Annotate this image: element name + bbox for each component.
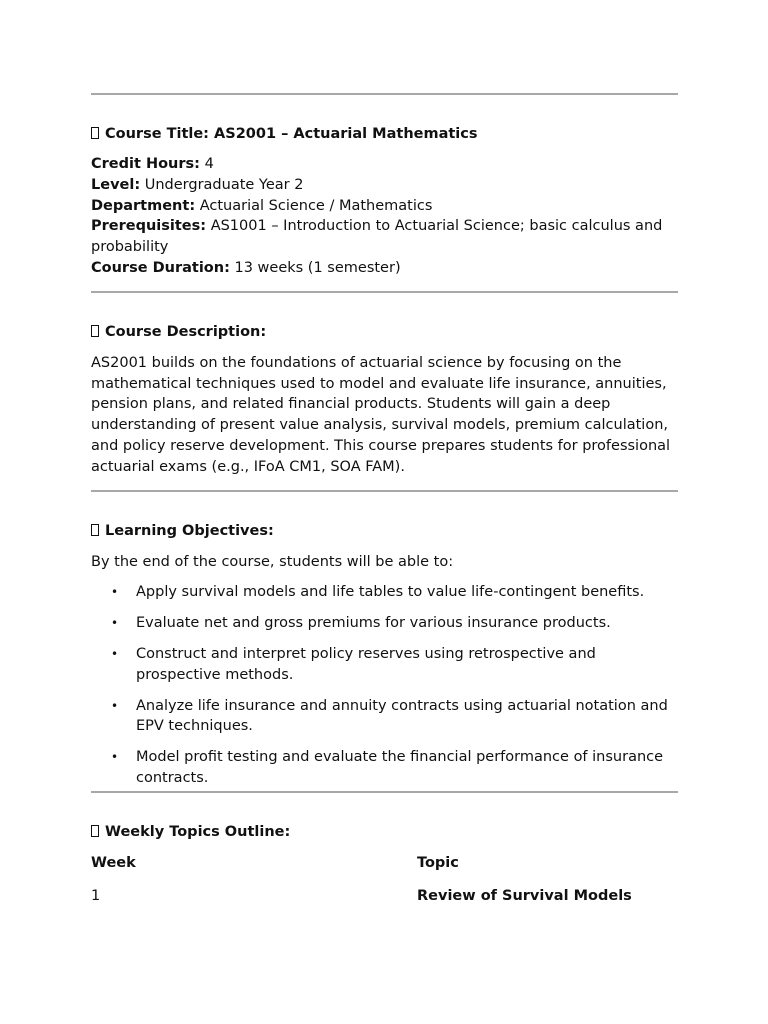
list-item <box>91 613 678 634</box>
list-item <box>91 582 678 603</box>
field-course-duration <box>91 258 678 279</box>
weekly-topics-heading-text: Weekly Topics Outline: <box>105 823 291 840</box>
weekly-topics-table <box>91 853 678 906</box>
field-value: AS1001 – Introduction to Actuarial Science; basic calculus and probability <box>91 218 663 256</box>
week-number: 1 <box>91 887 101 904</box>
field-value: 4 <box>204 156 214 172</box>
objective-text: Construct and interpret policy reserves using retrospective and prospective methods. <box>136 645 596 683</box>
objectives-heading <box>91 521 678 541</box>
field-label: Department: <box>91 197 196 214</box>
objectives-list <box>91 582 678 788</box>
objective-text: Evaluate net and gross premiums for various insurance products. <box>136 615 611 632</box>
description-heading <box>91 322 678 342</box>
bullet-icon: • <box>111 585 119 600</box>
divider <box>91 291 678 293</box>
field-department <box>91 196 678 217</box>
table-header-row <box>91 853 678 886</box>
column-header-topic: Topic <box>417 854 459 871</box>
missing-glyph-icon <box>91 127 99 139</box>
field-value: 13 weeks (1 semester) <box>234 259 401 276</box>
description-text: AS2001 builds on the foundations of actuarial science by focusing on the mathematical techniques used to model and evaluate life insurance, annuities, pension plans, and related financial products. Students will gain a deep understanding of present value analysis, survival models, premium calculation, and policy reserve development. This course prepares students for professional actuarial exams (e.g., IFoA CM1, SOA FAM). <box>91 354 671 475</box>
objectives-intro: By the end of the course, students will be able to: <box>91 553 454 570</box>
course-title-heading <box>91 124 678 144</box>
bullet-icon: • <box>111 698 119 713</box>
course-fields <box>91 154 678 279</box>
field-label: Course Duration: <box>91 259 230 276</box>
objectives-heading-text: Learning Objectives: <box>105 522 274 539</box>
field-value: Undergraduate Year 2 <box>144 176 304 193</box>
bullet-icon: • <box>111 616 119 631</box>
syllabus-page <box>91 93 678 906</box>
objective-text: Analyze life insurance and annuity contracts using actuarial notation and EPV techniques. <box>136 697 668 735</box>
bullet-icon: • <box>111 646 119 661</box>
week-topic: Review of Survival Models <box>417 887 632 904</box>
weekly-topics-section <box>91 822 678 906</box>
field-level <box>91 175 678 196</box>
description-section <box>91 322 678 478</box>
column-header-week: Week <box>91 854 136 871</box>
weekly-topics-heading <box>91 822 678 842</box>
field-label: Prerequisites: <box>91 218 207 235</box>
description-heading-text: Course Description: <box>105 323 267 340</box>
field-value: Actuarial Science / Mathematics <box>199 197 433 214</box>
bullet-icon: • <box>111 750 119 765</box>
course-info-section <box>91 124 678 279</box>
divider <box>91 490 678 492</box>
course-title-text: Course Title: AS2001 – Actuarial Mathematics <box>105 126 478 142</box>
list-item <box>91 644 678 686</box>
list-item <box>91 696 678 738</box>
field-credit-hours <box>91 154 678 175</box>
missing-glyph-icon <box>91 825 99 837</box>
divider <box>91 93 678 95</box>
objective-text: Apply survival models and life tables to value life-contingent benefits. <box>136 584 645 601</box>
field-label: Credit Hours: <box>91 156 200 172</box>
missing-glyph-icon <box>91 325 99 337</box>
list-item <box>91 747 678 789</box>
table-row <box>91 886 678 906</box>
field-label: Level: <box>91 176 141 193</box>
missing-glyph-icon <box>91 524 99 536</box>
field-prerequisites <box>91 216 678 258</box>
objective-text: Model profit testing and evaluate the financial performance of insurance contracts. <box>136 749 664 786</box>
objectives-section <box>91 521 678 789</box>
divider <box>91 791 678 793</box>
